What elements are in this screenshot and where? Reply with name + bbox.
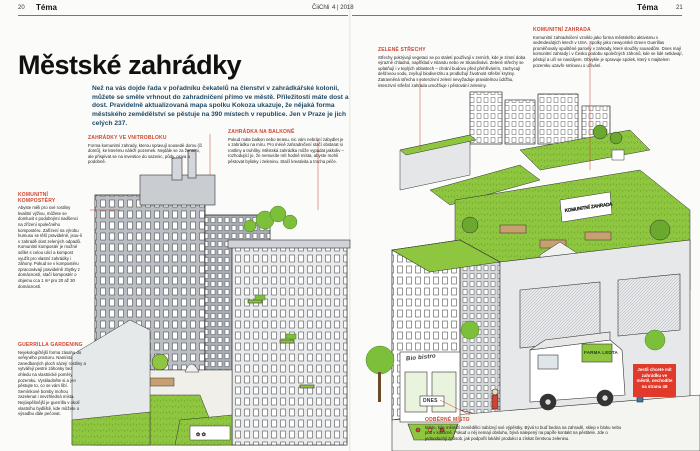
box-kompostery (18, 193, 83, 289)
svg-text:✿ ✿: ✿ ✿ (196, 432, 206, 438)
magazine-name: ČiiChli (312, 5, 330, 11)
box-vnitroblok-heading: ZAHRÁDKY VE VNITROBLOKU (88, 135, 167, 141)
box-odberne-heading: ODBĚRNÉ MÍSTO (425, 417, 470, 423)
box-komunitni-text: Komunitní zahradničení vzniklo jako forma městského aktivismu v sedmdesátých letech v USA. Spolky jako newyorské Green Guerillas proměňovaly opuštěné parcely v zahrady, které sloužily sousedům. Dnes mají komunitní zahrady i v Česku podobu společných záhonů, kde se lidé setkávají, pěstují a učí se navzájem. Obvykle je spravuje spolek, který s majitelem pozemku uzavře smlouvu o užívání. (533, 34, 683, 68)
box-guerrilla (18, 343, 86, 417)
issue-number: 4 | 2018 (332, 5, 354, 11)
box-kompostery-heading: KOMUNITNÍ KOMPOSTÉRY (18, 192, 56, 204)
box-balkon-text: Pokud máte balkon nebo terasu, nic vám nebrání zabydlet je v zahrádku na míru. Pro méně zahradničení stačí obstarat si rostliny a truhlíky. Městská zahrádka může vypadat jakkoliv – rozhodující je, že nemusíte mít hodně místa, abyste mohli pěstovat bylinky i zeleninu. Stačí kreativita a trocha péče. (228, 136, 344, 164)
article-lead: Než na vás dojde řada v pořadníku čekatelů na členství v zahrádkářské kolonii, můžete se směle vrhnout do zahradničení přímo ve městě. Příležitostí máte dost a dost. Pravidelně aktualizovaná mapa spolku Kokoza ukazuje, že nějaká forma městského zemědělství se pěstuje na 390 místech v republice. Jen v Praze je jich celých 237. (92, 85, 349, 127)
box-komunitni (533, 28, 683, 68)
box-vnitroblok-text: Forma komunitní zahrady, kterou spravují sousedé domu (či domů), ke kterému náleží pozemek. Nejdále se za ženami, ale přispívat se na investice do sazenic, půdy, osiva a podobně. (88, 142, 203, 165)
box-komunitni-heading: KOMUNITNÍ ZAHRADA (533, 27, 591, 33)
sign-dnes: DNES (423, 398, 438, 404)
box-guerrilla-text: Nejekologičtější forma zásahu do veřejného prostoru. Namísto zanedbaných ploch sázejí rostliny a vytvářejí pestré záhonky bez ohledu na vlastnické poměry pozemku. Vyskladněte si a jen pěstujte to, co se vám líbí. Semínkové bomby mohou zazelenat i nevzhledná místa. Nejúspěšnější je guerrilla v okolí vlastního bydliště, kde můžete o výsadbu dále pečovat. (18, 349, 86, 417)
box-balkon-heading: ZAHRÁDKA NA BALKONĚ (228, 129, 295, 135)
box-guerrilla-heading: GUERRILLA GARDENING (18, 342, 83, 348)
right-section-label: Téma (637, 3, 658, 12)
sign-van: FARMA LEDTA (584, 350, 618, 355)
box-strechy (378, 48, 528, 88)
box-vnitroblok (88, 136, 204, 165)
corner-note: Jestli chcete mít zahrádku ve městě, nechodíte na stranu 48 (633, 364, 676, 397)
article-title: Městské zahrádky (18, 50, 242, 80)
box-strechy-heading: ZELENÉ STŘECHY (378, 47, 426, 53)
box-odberne (425, 418, 629, 441)
right-page-number: 21 (676, 5, 683, 11)
left-section-label: Téma (36, 3, 57, 12)
box-kompostery-text: Abyste měli pro své rostliny kvalitní výživu, můžete se domluvit s podobnými nadšenci na zřízení společného kompostéru. Zařízení na výrobu humusu se těší pravidelně, jsou-li v zahradě dost zelených odpadů. Komunitní kompostér je možné sdílet s celou ulicí a kompost využít pro vlastní zahrádky i záhony. Pokud se v kompostéru zpracovávají pravidelně zbytky z domácností, stačí kompostér o objemu cca 1 m³ pro 20 až 30 domácností. (18, 205, 82, 289)
box-odberne-text: Místo, kde městští zemědělci nabízejí své výpěstky. Bývá to buď bedna na zahradě, sklep v bloku nebo pult v kavárně. Pokud u něj nemají obsluhu, bývá nalepený na papíře kontakt na pěstitele. Jde o jednoduchý způsob, jak podpořit lokální produkci a získat čerstvou zeleninu. (425, 424, 622, 441)
box-strechy-text: Střechy pokrývají vegetaci se po staletí používají v zemích, kde je zimní doba výrazně chladná, například v Islandu nebo ve Skandinávii. Zelené střechy se uplatňují i v teplých oblastech – chrání budovu před přehříváním, zachycují dešťovou vodu, zvyšují biodiverzitu a prodlužují životnost střešní krytiny. Zatravněná střecha s extenzivní zelení nevyžaduje pravidelnou údržbu, intenzivní střešní zahrada umožňuje i pěstování zeleniny. (378, 54, 526, 88)
box-balkon (228, 130, 346, 165)
left-page-number: 20 (18, 5, 25, 11)
sign-bio-bistro: Bio bistro (405, 353, 437, 363)
right-skyline (470, 92, 610, 144)
svg-text:KOMUNITNÍ ZAHRADA: KOMUNITNÍ ZAHRADA (564, 201, 613, 213)
